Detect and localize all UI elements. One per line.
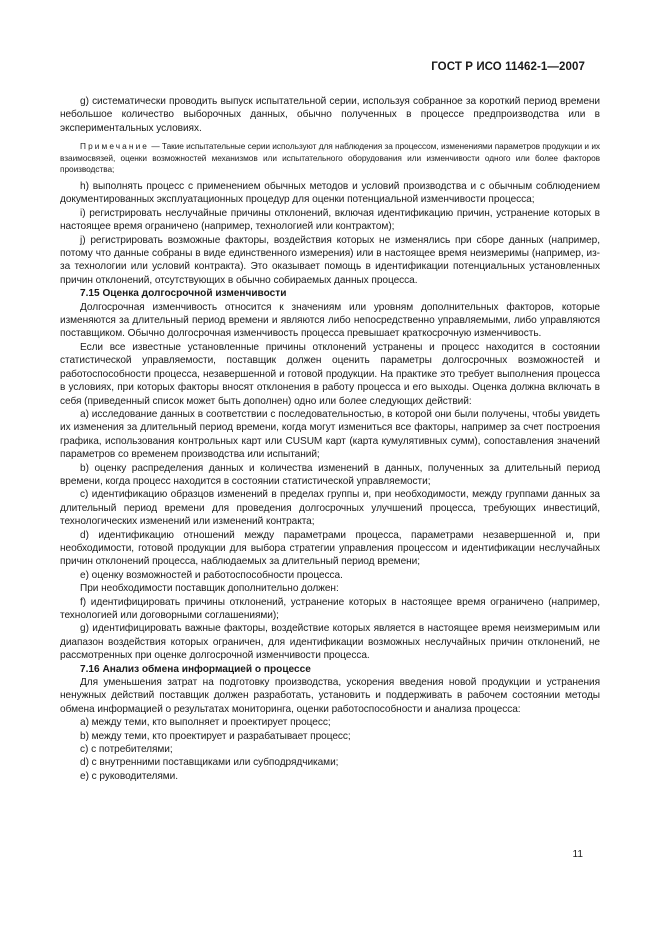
paragraph-g: g) систематически проводить выпуск испытательной серии, используя собранное за короткий период времени небольшое количество выборочных данных, обычно полученных в процессе предпроизводства или в экспериментальных условиях.: [60, 96, 600, 134]
paragraph-7-16-intro: Для уменьшения затрат на подготовку производства, ускорения введения новой продукции и устранения ненужных действий поставщик должен разработать, установить и поддерживать в рабочем состоянии методы обмена информацией о результатах мониторинга, оценки работоспособности и анализа процесса:: [60, 677, 600, 715]
paragraph-7-15-requirements: Если все известные установленные причины отклонений устранены и процесс находится в состоянии статистической управляемости, поставщик должен оценить параметры долгосрочных возможностей и работоспособности процесса, незавершенной и готовой продукции. На практике это требует выполнения процесса в условиях, при которых факторы вносят отклонения в работу процесса и его выходы. Оценка должна включать в себя (приведенный список может быть дополнен) одно или более следующих действий:: [60, 341, 600, 407]
paragraph-i: i) регистрировать неслучайные причины отклонений, включая идентификацию причин, устранение которых в настоящее время ограничено (например, технологией или контрактом);: [60, 207, 600, 233]
paragraph-7-15-g: g) идентифицировать важные факторы, воздействие которых является в настоящее время неизмеримым или диапазон воздействия которых ограничен, для идентификации возможных неслучайных причин отклонений, не рассмотренных при оценке долгосрочной изменчивости процесса.: [60, 623, 600, 662]
paragraph-7-15-intro: Долгосрочная изменчивость относится к значениям или уровням дополнительных факторов, которые изменяются за длительный период времени и являются либо непосредственно управляемыми, либо управляются поставщиком. Обычно долгосрочная изменчивость процесса превышает краткосрочную изменчивость.: [60, 301, 600, 340]
list-item: d) с внутренними поставщиками или субподрядчиками;: [80, 757, 339, 769]
list-item: b) между теми, кто проектирует и разрабатывает процесс;: [80, 730, 351, 742]
list-item: e) с руководителями.: [80, 770, 179, 782]
paragraph-j: j) регистрировать возможные факторы, воздействия которых не изменялись при сборе данных (например, потому что данные собраны в виде единственного измерения) или в настоящее время неизмеримы (например, из-за технологии или условий контракта). Это оказывает помощь в идентификации потенциальных установленных причин отклонений, отсутствующих в обычно собираемых данных процесса.: [60, 234, 600, 286]
note-text: — Такие испытательные серии используют для наблюдения за процессом, изменениями параметров продукции и их взаимосвязей, оценки возможностей механизмов или испытательного оборудования или изменчивости одного или более факторов производства;: [60, 141, 600, 175]
note: [60, 141, 600, 176]
page-body: [60, 95, 600, 783]
paragraph-7-15-additional: При необходимости поставщик дополнительно должен:: [80, 583, 339, 595]
note-label: Примечание: [80, 141, 150, 152]
paragraph-7-15-c: c) идентификацию образцов изменений в пределах группы и, при необходимости, между группами данных за длительный период времени для проведения долгосрочных улучшений процесса, требующих инвестиций, технологических изменений или изменений контракта;: [60, 489, 600, 528]
list-item: c) с потребителями;: [80, 744, 173, 756]
paragraph-7-15-d: d) идентификацию отношений между параметрами процесса, параметрами незавершенной и, при необходимости, готовой продукции для выбора стратегии управления процессом и идентификации неслучайных причин отклонений процесса, наблюдаемых за длительный период времени;: [60, 529, 600, 568]
paragraph-7-15-b: b) оценку распределения данных и количества изменений в данных, полученных за длительный период времени, когда процесс находится в состоянии статистической управляемости;: [60, 462, 600, 487]
paragraph-7-15-a: a) исследование данных в соответствии с последовательностью, в которой они были получены, чтобы увидеть их изменения за длительный период времени, когда могут измениться все факторы, например за счет построения графика, использования контрольных карт или CUSUM карт (карта кумулятивных сумм), сопоставления значений параметров со временем производства или испытаний;: [60, 408, 600, 461]
section-heading-7-16: 7.16 Анализ обмена информацией о процессе: [80, 663, 311, 675]
document-id: ГОСТ Р ИСО 11462-1—2007: [431, 61, 585, 73]
section-heading-7-15: 7.15 Оценка долгосрочной изменчивости: [80, 288, 287, 300]
paragraph-7-15-e: e) оценку возможностей и работоспособности процесса.: [80, 569, 343, 581]
paragraph-7-15-f: f) идентифицировать причины отклонений, устранение которых в настоящее время ограничено (например, технологией или договорными соглашениями);: [60, 596, 600, 621]
paragraph-h: h) выполнять процесс с применением обычных методов и условий производства и с обычным соблюдением документированных эксплуатационных процедур для оценки потенциальной изменчивости процесса;: [60, 181, 600, 206]
page-number: 11: [572, 849, 583, 860]
list-item: a) между теми, кто выполняет и проектирует процесс;: [80, 717, 331, 729]
